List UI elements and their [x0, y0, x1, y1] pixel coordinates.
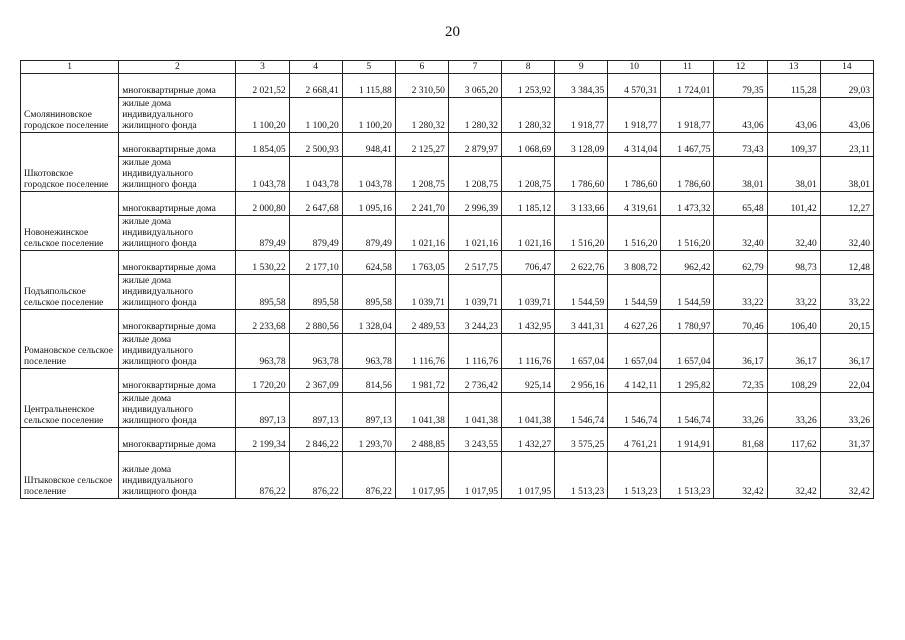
value-cell: 1 763,05: [395, 251, 448, 275]
building-type: жилые дома индивидуального жилищного фонда: [119, 216, 236, 251]
value-cell: 963,78: [236, 334, 289, 369]
value-cell: 36,17: [820, 334, 873, 369]
value-cell: 1 657,04: [555, 334, 608, 369]
value-cell: 1 208,75: [448, 157, 501, 192]
value-cell: 20,15: [820, 310, 873, 334]
building-type: многоквартирные дома: [119, 251, 236, 275]
value-cell: 1 115,88: [342, 74, 395, 98]
value-cell: 38,01: [714, 157, 767, 192]
value-cell: 1 017,95: [395, 452, 448, 499]
value-cell: 1 043,78: [236, 157, 289, 192]
column-header: 11: [661, 61, 714, 74]
value-cell: 876,22: [342, 452, 395, 499]
value-cell: 1 918,77: [661, 98, 714, 133]
table-row: [21, 74, 874, 98]
value-cell: 2 880,56: [289, 310, 342, 334]
header-row: [21, 61, 874, 74]
column-header: 6: [395, 61, 448, 74]
table-row: [21, 216, 874, 251]
settlement-name: Штыковское сельское поселение: [21, 428, 119, 499]
value-cell: 1 116,76: [502, 334, 555, 369]
value-cell: 1 100,20: [236, 98, 289, 133]
value-cell: 43,06: [820, 98, 873, 133]
value-cell: 22,04: [820, 369, 873, 393]
value-cell: 2 736,42: [448, 369, 501, 393]
table-row: [21, 334, 874, 369]
value-cell: 43,06: [714, 98, 767, 133]
value-cell: 2 000,80: [236, 192, 289, 216]
value-cell: 3 244,23: [448, 310, 501, 334]
value-cell: 1 544,59: [555, 275, 608, 310]
value-cell: 79,35: [714, 74, 767, 98]
value-cell: 115,28: [767, 74, 820, 98]
value-cell: 70,46: [714, 310, 767, 334]
building-type: жилые дома индивидуального жилищного фонда: [119, 275, 236, 310]
value-cell: 3 065,20: [448, 74, 501, 98]
value-cell: 4 314,04: [608, 133, 661, 157]
value-cell: 1 293,70: [342, 428, 395, 452]
value-cell: 33,22: [820, 275, 873, 310]
value-cell: 1 280,32: [395, 98, 448, 133]
value-cell: 624,58: [342, 251, 395, 275]
value-cell: 2 488,85: [395, 428, 448, 452]
value-cell: 2 021,52: [236, 74, 289, 98]
value-cell: 117,62: [767, 428, 820, 452]
settlement-name: Центральненское сельское поселение: [21, 369, 119, 428]
value-cell: 12,48: [820, 251, 873, 275]
value-cell: 1 724,01: [661, 74, 714, 98]
value-cell: 948,41: [342, 133, 395, 157]
value-cell: 3 243,55: [448, 428, 501, 452]
value-cell: 962,42: [661, 251, 714, 275]
value-cell: 4 319,61: [608, 192, 661, 216]
settlement-name: Шкотовское городское поселение: [21, 133, 119, 192]
table-row: [21, 369, 874, 393]
table-body: [21, 74, 874, 499]
value-cell: 1 039,71: [395, 275, 448, 310]
value-cell: 814,56: [342, 369, 395, 393]
value-cell: 1 295,82: [661, 369, 714, 393]
value-cell: 33,26: [714, 393, 767, 428]
value-cell: 1 786,60: [555, 157, 608, 192]
value-cell: 1 546,74: [608, 393, 661, 428]
value-cell: 32,42: [714, 452, 767, 499]
column-header: 4: [289, 61, 342, 74]
table-row: [21, 275, 874, 310]
value-cell: 1 208,75: [502, 157, 555, 192]
value-cell: 2 199,34: [236, 428, 289, 452]
column-header: 13: [767, 61, 820, 74]
value-cell: 1 544,59: [661, 275, 714, 310]
value-cell: 3 441,31: [555, 310, 608, 334]
value-cell: 1 914,91: [661, 428, 714, 452]
value-cell: 1 546,74: [555, 393, 608, 428]
building-type: жилые дома индивидуального жилищного фонда: [119, 452, 236, 499]
table-header: [21, 61, 874, 74]
value-cell: 1 021,16: [395, 216, 448, 251]
value-cell: 1 546,74: [661, 393, 714, 428]
value-cell: 1 039,71: [502, 275, 555, 310]
value-cell: 1 039,71: [448, 275, 501, 310]
value-cell: 29,03: [820, 74, 873, 98]
value-cell: 876,22: [289, 452, 342, 499]
value-cell: 1 786,60: [661, 157, 714, 192]
value-cell: 3 128,09: [555, 133, 608, 157]
column-header: 12: [714, 61, 767, 74]
column-header: 10: [608, 61, 661, 74]
value-cell: 33,22: [714, 275, 767, 310]
column-header: 5: [342, 61, 395, 74]
value-cell: 897,13: [236, 393, 289, 428]
value-cell: 879,49: [236, 216, 289, 251]
value-cell: 1 095,16: [342, 192, 395, 216]
value-cell: 101,42: [767, 192, 820, 216]
column-header: 9: [555, 61, 608, 74]
value-cell: 72,35: [714, 369, 767, 393]
value-cell: 1 432,27: [502, 428, 555, 452]
value-cell: 43,06: [767, 98, 820, 133]
building-type: многоквартирные дома: [119, 428, 236, 452]
value-cell: 879,49: [289, 216, 342, 251]
settlement-name: Романовское сельское поселение: [21, 310, 119, 369]
value-cell: 1 017,95: [448, 452, 501, 499]
column-header: 2: [119, 61, 236, 74]
value-cell: 2 125,27: [395, 133, 448, 157]
value-cell: 31,37: [820, 428, 873, 452]
building-type: многоквартирные дома: [119, 192, 236, 216]
value-cell: 1 100,20: [289, 98, 342, 133]
value-cell: 895,58: [236, 275, 289, 310]
value-cell: 706,47: [502, 251, 555, 275]
value-cell: 1 041,38: [502, 393, 555, 428]
value-cell: 32,40: [714, 216, 767, 251]
building-type: жилые дома индивидуального жилищного фонда: [119, 393, 236, 428]
value-cell: 2 489,53: [395, 310, 448, 334]
value-cell: 1 918,77: [555, 98, 608, 133]
value-cell: 1 780,97: [661, 310, 714, 334]
value-cell: 879,49: [342, 216, 395, 251]
table-row: [21, 157, 874, 192]
value-cell: 1 021,16: [448, 216, 501, 251]
value-cell: 1 116,76: [395, 334, 448, 369]
value-cell: 1 280,32: [502, 98, 555, 133]
building-type: многоквартирные дома: [119, 133, 236, 157]
value-cell: 1 185,12: [502, 192, 555, 216]
value-cell: 2 241,70: [395, 192, 448, 216]
column-header: 3: [236, 61, 289, 74]
table-row: [21, 452, 874, 499]
value-cell: 81,68: [714, 428, 767, 452]
building-type: многоквартирные дома: [119, 74, 236, 98]
value-cell: 23,11: [820, 133, 873, 157]
value-cell: 36,17: [714, 334, 767, 369]
building-type: многоквартирные дома: [119, 369, 236, 393]
value-cell: 1 041,38: [448, 393, 501, 428]
value-cell: 1 043,78: [289, 157, 342, 192]
value-cell: 1 513,23: [555, 452, 608, 499]
value-cell: 3 575,25: [555, 428, 608, 452]
value-cell: 1 516,20: [608, 216, 661, 251]
value-cell: 2 310,50: [395, 74, 448, 98]
value-cell: 1 516,20: [555, 216, 608, 251]
value-cell: 1 280,32: [448, 98, 501, 133]
value-cell: 1 918,77: [608, 98, 661, 133]
value-cell: 32,42: [767, 452, 820, 499]
table-row: [21, 310, 874, 334]
value-cell: 897,13: [342, 393, 395, 428]
building-type: жилые дома индивидуального жилищного фонда: [119, 157, 236, 192]
table-row: [21, 428, 874, 452]
settlement-name: Смоляниновское городское поселение: [21, 74, 119, 133]
value-cell: 2 647,68: [289, 192, 342, 216]
value-cell: 2 177,10: [289, 251, 342, 275]
value-cell: 38,01: [767, 157, 820, 192]
value-cell: 36,17: [767, 334, 820, 369]
table-row: [21, 98, 874, 133]
value-cell: 1 473,32: [661, 192, 714, 216]
table-row: [21, 393, 874, 428]
value-cell: 32,42: [820, 452, 873, 499]
value-cell: 4 627,26: [608, 310, 661, 334]
value-cell: 1 467,75: [661, 133, 714, 157]
value-cell: 876,22: [236, 452, 289, 499]
value-cell: 108,29: [767, 369, 820, 393]
value-cell: 1 021,16: [502, 216, 555, 251]
value-cell: 2 500,93: [289, 133, 342, 157]
value-cell: 4 142,11: [608, 369, 661, 393]
value-cell: 3 384,35: [555, 74, 608, 98]
value-cell: 1 516,20: [661, 216, 714, 251]
value-cell: 2 367,09: [289, 369, 342, 393]
value-cell: 925,14: [502, 369, 555, 393]
building-type: жилые дома индивидуального жилищного фонда: [119, 98, 236, 133]
settlement-name: Новонежинское сельское поселение: [21, 192, 119, 251]
value-cell: 895,58: [289, 275, 342, 310]
value-cell: 1 116,76: [448, 334, 501, 369]
building-type: многоквартирные дома: [119, 310, 236, 334]
value-cell: 65,48: [714, 192, 767, 216]
tariff-table: [20, 60, 874, 499]
value-cell: 73,43: [714, 133, 767, 157]
value-cell: 2 879,97: [448, 133, 501, 157]
value-cell: 1 253,92: [502, 74, 555, 98]
value-cell: 2 668,41: [289, 74, 342, 98]
settlement-name: Подъяпольское сельское поселение: [21, 251, 119, 310]
table-row: [21, 133, 874, 157]
value-cell: 1 100,20: [342, 98, 395, 133]
value-cell: 1 544,59: [608, 275, 661, 310]
value-cell: 1 017,95: [502, 452, 555, 499]
value-cell: 109,37: [767, 133, 820, 157]
value-cell: 1 786,60: [608, 157, 661, 192]
value-cell: 1 432,95: [502, 310, 555, 334]
value-cell: 1 043,78: [342, 157, 395, 192]
table-row: [21, 192, 874, 216]
value-cell: 2 517,75: [448, 251, 501, 275]
value-cell: 963,78: [342, 334, 395, 369]
value-cell: 4 570,31: [608, 74, 661, 98]
value-cell: 2 233,68: [236, 310, 289, 334]
table-row: [21, 251, 874, 275]
value-cell: 1 041,38: [395, 393, 448, 428]
value-cell: 2 956,16: [555, 369, 608, 393]
value-cell: 2 996,39: [448, 192, 501, 216]
value-cell: 2 622,76: [555, 251, 608, 275]
value-cell: 1 328,04: [342, 310, 395, 334]
column-header: 8: [502, 61, 555, 74]
value-cell: 1 720,20: [236, 369, 289, 393]
value-cell: 1 657,04: [661, 334, 714, 369]
value-cell: 895,58: [342, 275, 395, 310]
column-header: 1: [21, 61, 119, 74]
value-cell: 1 657,04: [608, 334, 661, 369]
value-cell: 963,78: [289, 334, 342, 369]
column-header: 14: [820, 61, 873, 74]
value-cell: 106,40: [767, 310, 820, 334]
value-cell: 98,73: [767, 251, 820, 275]
value-cell: 1 208,75: [395, 157, 448, 192]
value-cell: 4 761,21: [608, 428, 661, 452]
value-cell: 1 854,05: [236, 133, 289, 157]
value-cell: 3 133,66: [555, 192, 608, 216]
value-cell: 33,22: [767, 275, 820, 310]
value-cell: 1 513,23: [608, 452, 661, 499]
column-header: 7: [448, 61, 501, 74]
value-cell: 12,27: [820, 192, 873, 216]
value-cell: 3 808,72: [608, 251, 661, 275]
value-cell: 2 846,22: [289, 428, 342, 452]
value-cell: 32,40: [767, 216, 820, 251]
value-cell: 1 513,23: [661, 452, 714, 499]
value-cell: 33,26: [767, 393, 820, 428]
building-type: жилые дома индивидуального жилищного фонда: [119, 334, 236, 369]
value-cell: 38,01: [820, 157, 873, 192]
value-cell: 33,26: [820, 393, 873, 428]
value-cell: 1 530,22: [236, 251, 289, 275]
value-cell: 62,79: [714, 251, 767, 275]
value-cell: 32,40: [820, 216, 873, 251]
value-cell: 1 068,69: [502, 133, 555, 157]
page-number: 20: [445, 24, 460, 40]
value-cell: 1 981,72: [395, 369, 448, 393]
value-cell: 897,13: [289, 393, 342, 428]
